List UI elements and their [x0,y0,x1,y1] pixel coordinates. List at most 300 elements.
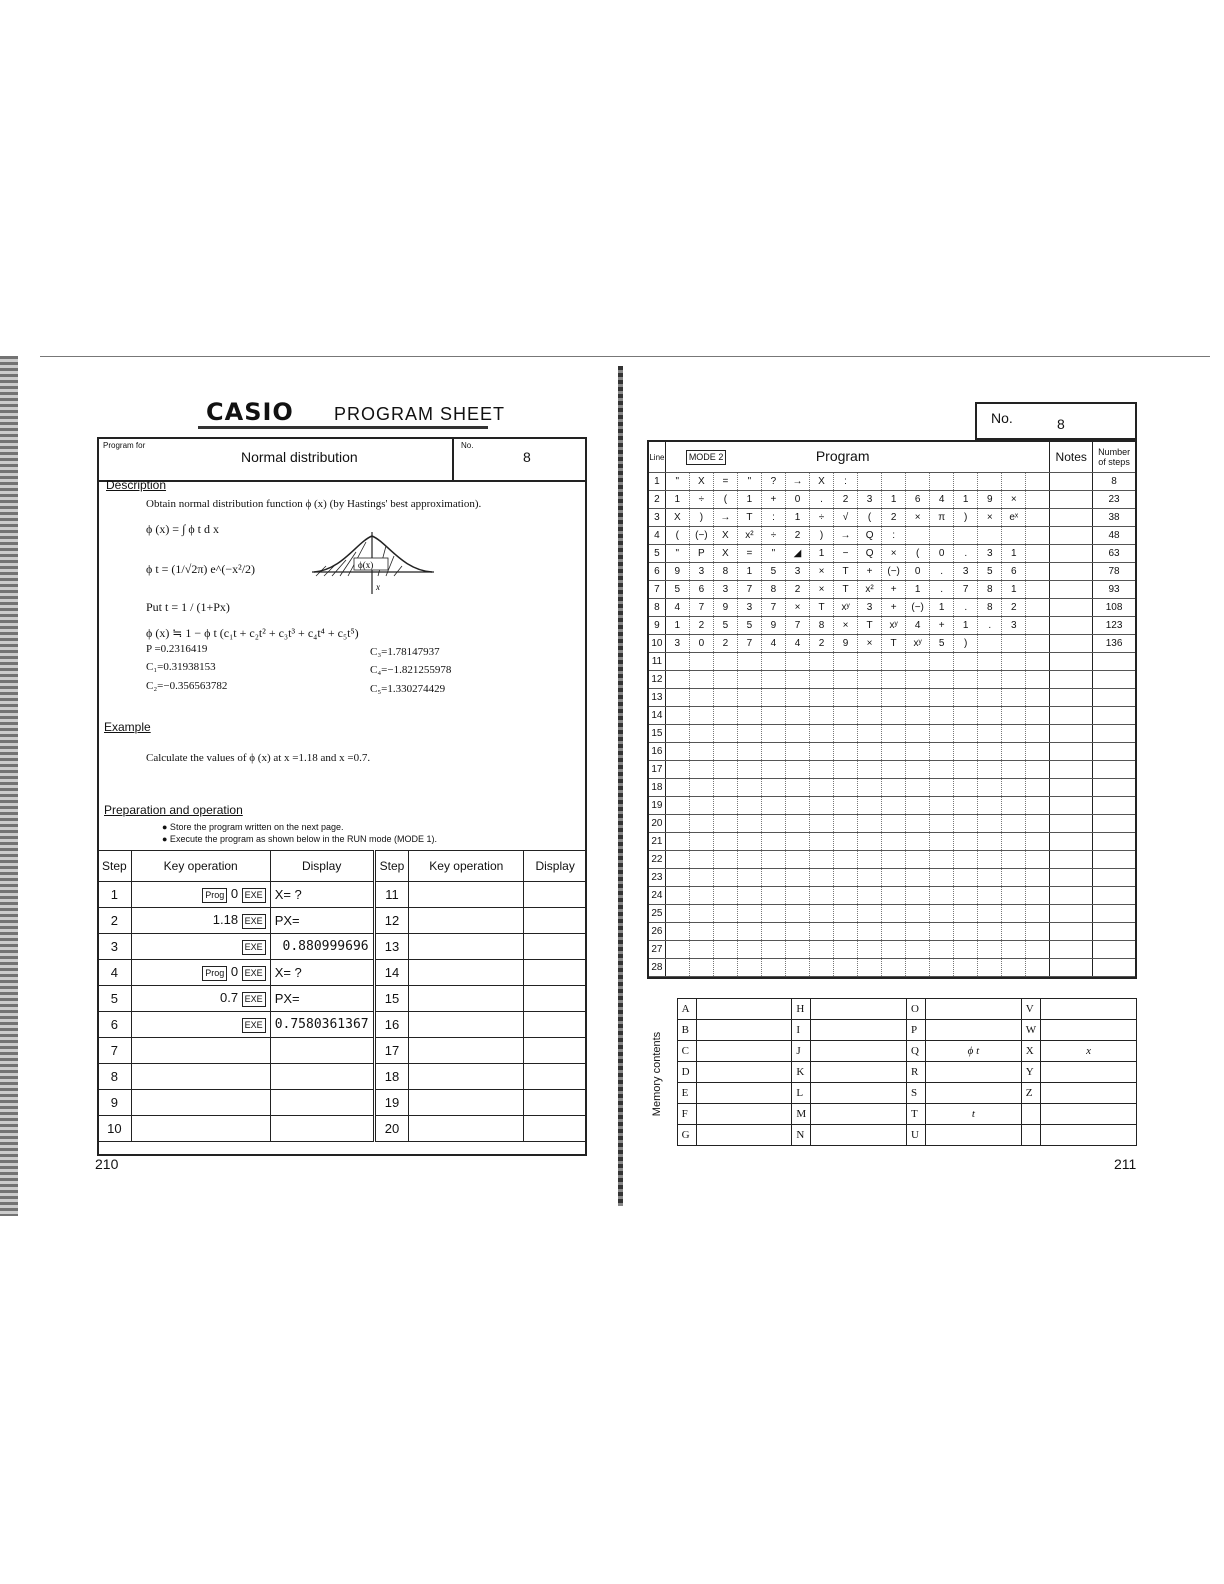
line-number: 16 [649,743,665,761]
program-cell [810,887,834,905]
program-cell: 7 [954,581,978,599]
memory-row [647,1020,1137,1041]
program-cell: 7 [737,581,761,599]
program-cell: 5 [978,563,1002,581]
program-cell: ) [954,635,978,653]
program-cell [737,653,761,671]
program-cell [689,779,713,797]
step-count [1093,905,1135,923]
program-cell: ) [810,527,834,545]
program-cell [978,923,1002,941]
notes-cell [1050,671,1093,689]
notes-cell [1050,725,1093,743]
program-cell [689,653,713,671]
line-number: 24 [649,887,665,905]
memory-register: O [907,999,926,1020]
program-cell [1002,887,1026,905]
program-cell [665,689,689,707]
program-cell: − [834,545,858,563]
notes-cell [1050,743,1093,761]
key-op [131,1012,270,1038]
program-row [649,653,1135,671]
program-cell [665,707,689,725]
constant-c3: C₃=1.78147937 [370,646,440,658]
program-cell [665,941,689,959]
table-row: 7 17 [98,1038,587,1064]
program-cell [834,959,858,977]
memory-register: H [792,999,811,1020]
program-cell: × [906,509,930,527]
step-count [1093,887,1135,905]
program-row [649,491,1135,509]
program-cell [761,959,785,977]
program-cell [761,653,785,671]
program-cell: ◢ [785,545,809,563]
program-cell: × [1002,491,1026,509]
program-cell [737,941,761,959]
program-cell [689,887,713,905]
program-cell: : [882,527,906,545]
program-row [649,545,1135,563]
program-cell [906,779,930,797]
program-cell [906,851,930,869]
program-cell [1026,635,1050,653]
program-cell: P [689,545,713,563]
program-cell: ( [906,545,930,563]
program-cell [1026,833,1050,851]
program-cell [737,869,761,887]
memory-value [811,1104,907,1125]
step-count: 23 [1093,491,1135,509]
notes-cell [1050,905,1093,923]
line-number: 25 [649,905,665,923]
program-cell: 9 [713,599,737,617]
prep-heading: Preparation and operation [104,803,243,817]
program-cell [785,959,809,977]
program-cell [906,797,930,815]
program-cell [689,707,713,725]
notes-cell [1050,635,1093,653]
program-cell [882,941,906,959]
program-cell [761,725,785,743]
memory-value [811,1041,907,1062]
program-cell [810,923,834,941]
line-number: 2 [649,491,665,509]
program-cell [1002,635,1026,653]
program-cell: 0 [930,545,954,563]
program-cell [1026,527,1050,545]
program-cell [1002,653,1026,671]
memory-row [647,1041,1137,1062]
program-cell: 2 [713,635,737,653]
program-cell [882,473,906,491]
program-cell: ( [713,491,737,509]
program-cell [689,869,713,887]
program-cell [834,869,858,887]
program-cell [978,671,1002,689]
program-cell [810,761,834,779]
program-cell [1026,689,1050,707]
program-cell [1002,689,1026,707]
program-cell [1026,599,1050,617]
program-cell [761,797,785,815]
program-cell [906,959,930,977]
program-cell: 1 [665,491,689,509]
program-cell [737,959,761,977]
program-cell [1002,725,1026,743]
program-cell: 1 [1002,545,1026,563]
notes-cell [1050,941,1093,959]
program-cell [978,815,1002,833]
memory-register: S [907,1083,926,1104]
program-cell: (−) [689,527,713,545]
program-cell [930,779,954,797]
line-number: 14 [649,707,665,725]
program-cell [954,797,978,815]
constant-c1: C₁=0.31938153 [146,661,216,673]
table-row: 3 EXE 0.880999696 13 [98,934,587,960]
program-row [649,797,1135,815]
program-cell [858,779,882,797]
step-count: 93 [1093,581,1135,599]
program-cell [858,473,882,491]
program-cell: 7 [737,635,761,653]
program-row [649,671,1135,689]
program-cell [810,725,834,743]
program-cell: " [665,545,689,563]
table-row: 9 19 [98,1090,587,1116]
program-cell: 2 [810,635,834,653]
program-cell [978,959,1002,977]
program-row [649,509,1135,527]
program-cell [713,725,737,743]
program-cell: X [810,473,834,491]
program-cell [954,815,978,833]
program-cell [930,689,954,707]
book-binding [618,366,623,1206]
program-cell [930,527,954,545]
program-cell: 9 [978,491,1002,509]
program-cell: 9 [761,617,785,635]
program-row [649,725,1135,743]
program-cell [954,653,978,671]
program-cell: (−) [906,599,930,617]
program-cell: ( [665,527,689,545]
program-cell [930,923,954,941]
program-cell [858,653,882,671]
program-cell [978,761,1002,779]
line-number: 1 [649,473,665,491]
memory-register: R [907,1062,926,1083]
memory-value: x [1041,1041,1137,1062]
program-label: Program [815,448,870,464]
program-cell: ) [689,509,713,527]
program-cell [785,671,809,689]
program-cell [689,797,713,815]
program-cell: → [834,527,858,545]
program-cell [978,473,1002,491]
table-row: 2 1.18 EXE PX= 12 [98,908,587,934]
step-count [1093,689,1135,707]
description-text: Obtain normal distribution function ϕ (x) (by Hastings' best approximation). [146,498,482,510]
program-row [649,779,1135,797]
program-cell: → [785,473,809,491]
program-row [649,473,1135,491]
memory-value [811,1083,907,1104]
program-cell: 3 [858,491,882,509]
program-row [649,833,1135,851]
line-number: 8 [649,599,665,617]
program-cell: 3 [737,599,761,617]
notes-cell [1050,815,1093,833]
program-cell [665,851,689,869]
program-cell [713,833,737,851]
program-cell: 0 [906,563,930,581]
program-cell [906,761,930,779]
right-no-value: 8 [1057,416,1065,432]
memory-row [647,1125,1137,1146]
program-cell [954,887,978,905]
program-cell [810,815,834,833]
notes-cell [1050,617,1093,635]
program-cell: 5 [665,581,689,599]
line-number: 28 [649,959,665,977]
program-cell [882,779,906,797]
memory-register: J [792,1041,811,1062]
program-cell [978,635,1002,653]
line-number: 12 [649,671,665,689]
program-cell [665,671,689,689]
program-cell: 1 [785,509,809,527]
program-cell [1002,707,1026,725]
program-cell [930,815,954,833]
memory-row [647,999,1137,1020]
program-cell: 1 [930,599,954,617]
line-number: 20 [649,815,665,833]
program-cell [713,653,737,671]
memory-register: U [907,1125,926,1146]
program-cell: ( [858,509,882,527]
program-for-label: Program for [103,441,146,450]
program-cell [1002,797,1026,815]
program-cell: 2 [882,509,906,527]
program-cell [737,923,761,941]
program-cell: 1 [810,545,834,563]
line-number: 3 [649,509,665,527]
step-count [1093,743,1135,761]
program-cell [1002,743,1026,761]
memory-value [926,1083,1022,1104]
program-cell [954,671,978,689]
program-cell: × [810,581,834,599]
program-cell [810,653,834,671]
program-cell [1002,473,1026,491]
program-cell: 5 [737,617,761,635]
program-cell [858,725,882,743]
notes-cell [1050,689,1093,707]
memory-register: K [792,1062,811,1083]
program-cell [1026,725,1050,743]
sheet-title: PROGRAM SHEET [334,404,506,424]
program-cell: 1 [954,617,978,635]
program-cell [665,743,689,761]
notes-cell [1050,707,1093,725]
program-cell [978,653,1002,671]
step-count [1093,941,1135,959]
program-cell [689,815,713,833]
program-cell [858,797,882,815]
program-cell [978,887,1002,905]
program-cell [954,725,978,743]
program-cell [834,653,858,671]
program-cell [978,833,1002,851]
program-cell [930,887,954,905]
program-cell [858,689,882,707]
program-cell [689,743,713,761]
program-cell [713,887,737,905]
program-cell [737,761,761,779]
col-step: Step [98,851,132,882]
program-cell [689,923,713,941]
program-cell: 4 [665,599,689,617]
col-step-2: Step [374,851,409,882]
program-cell [1026,959,1050,977]
program-cell [1026,887,1050,905]
memory-register: A [677,999,696,1020]
step-count: 123 [1093,617,1135,635]
program-cell [930,653,954,671]
program-cell: 3 [1002,617,1026,635]
program-cell [761,689,785,707]
program-cell [810,707,834,725]
notes-cell [1050,545,1093,563]
program-cell: 2 [785,581,809,599]
program-cell [737,689,761,707]
notes-cell [1050,761,1093,779]
program-cell [737,779,761,797]
program-cell: xʸ [906,635,930,653]
program-cell [834,689,858,707]
key-op: Prog 0 EXE [131,960,270,986]
program-cell [1002,815,1026,833]
program-cell [954,743,978,761]
memory-register [1021,1104,1040,1125]
program-cell [1002,923,1026,941]
notes-cell [1050,797,1093,815]
program-cell [954,941,978,959]
program-cell: × [858,635,882,653]
program-cell: " [737,473,761,491]
program-cell: 2 [689,617,713,635]
line-number: 7 [649,581,665,599]
program-cell: Q [858,545,882,563]
program-cell: 8 [810,617,834,635]
memory-register: V [1021,999,1040,1020]
line-number: 26 [649,923,665,941]
program-cell [978,779,1002,797]
line-number: 11 [649,653,665,671]
program-cell [882,689,906,707]
program-cell [930,833,954,851]
key-op: 1.18 EXE [131,908,270,934]
step-count: 78 [1093,563,1135,581]
program-cell [785,761,809,779]
program-cell [785,689,809,707]
program-table [649,442,1135,977]
program-cell [834,707,858,725]
program-cell [713,797,737,815]
memory-value [696,1104,792,1125]
step-count [1093,833,1135,851]
program-cell [737,905,761,923]
program-cell [954,851,978,869]
program-cell: T [834,563,858,581]
program-row [649,599,1135,617]
normal-curve-figure [312,528,434,598]
program-cell: T [858,617,882,635]
memory-value [926,1020,1022,1041]
memory-register: B [677,1020,696,1041]
program-cell [906,707,930,725]
notes-cell [1050,653,1093,671]
program-cell: × [810,563,834,581]
program-cell [906,689,930,707]
memory-value [1041,1125,1137,1146]
memory-value: ϕ t [926,1041,1022,1062]
program-cell [978,797,1002,815]
program-cell [882,671,906,689]
program-cell [858,851,882,869]
program-cell [785,851,809,869]
program-cell [689,905,713,923]
memory-register: F [677,1104,696,1125]
memory-value [1041,1083,1137,1104]
program-cell [665,905,689,923]
formula-approx: ϕ (x) ≒ 1 − ϕ t (c₁t + c₂t² + c₃t³ + c₄t⁴ + c₅t⁵) [146,626,359,640]
program-row [649,527,1135,545]
program-cell [834,743,858,761]
program-cell: 5 [713,617,737,635]
program-cell [834,851,858,869]
exe-key: EXE [242,992,266,1007]
program-cell [810,905,834,923]
step-count [1093,959,1135,977]
step-count [1093,815,1135,833]
table-row: 5 0.7 EXE PX= 15 [98,986,587,1012]
program-cell [882,833,906,851]
program-cell [810,689,834,707]
title-underline [198,426,488,429]
program-cell [1002,959,1026,977]
key-op [131,934,270,960]
program-cell [1026,473,1050,491]
program-cell [1026,509,1050,527]
memory-value [1041,1062,1137,1083]
program-cell: 3 [689,563,713,581]
program-listing [647,440,1137,979]
header-divider [452,437,454,480]
program-cell: . [930,581,954,599]
program-header-row [649,442,1135,473]
program-cell: 3 [858,599,882,617]
program-cell [978,869,1002,887]
program-cell: + [761,491,785,509]
program-cell [785,725,809,743]
table-row: 6 EXE 0.7580361367 16 [98,1012,587,1038]
step-count [1093,869,1135,887]
program-cell [978,707,1002,725]
col-display-2: Display [524,851,587,882]
